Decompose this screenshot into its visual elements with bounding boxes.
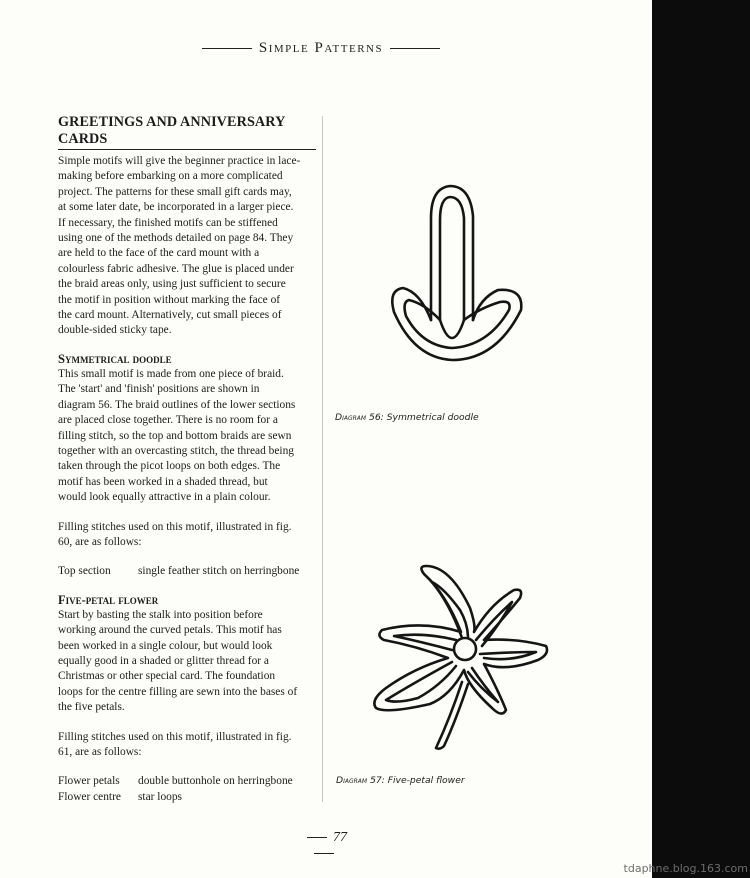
diagram-56-doodle bbox=[376, 180, 546, 380]
text-line: Start by basting the stalk into position before bbox=[58, 608, 263, 621]
text-line: would look equally attractive in a plain colour. bbox=[58, 491, 271, 504]
intro-paragraph bbox=[58, 154, 316, 339]
text-line: The 'start' and 'finish' positions are shown in bbox=[58, 383, 260, 396]
text-line: together with an overcasting stitch, the thread being bbox=[58, 444, 294, 457]
text-line: diagram 56. The braid outlines of the lower sections bbox=[58, 398, 296, 411]
text-line: the card mount. Alternatively, cut small pieces of bbox=[58, 309, 282, 322]
text-line: taken through the picot loops on both edges. The bbox=[58, 460, 281, 473]
stitch-row bbox=[58, 564, 316, 579]
caption-text: Five-petal flower bbox=[387, 775, 465, 786]
text-line: are held to the face of the card mount with a bbox=[58, 247, 260, 260]
stitch-part: Flower petals bbox=[58, 775, 120, 788]
diagram-57-flower bbox=[366, 560, 556, 760]
text-line: filling stitch, so the top and bottom braids are sewn bbox=[58, 429, 292, 442]
text-line: colourless fabric adhesive. The glue is placed under bbox=[58, 262, 294, 275]
text-line: making before embarking on a more complicated bbox=[58, 170, 283, 183]
diagram-label: Diagram 56: bbox=[335, 412, 384, 423]
text-line: This small motif is made from one piece of braid. bbox=[58, 367, 284, 380]
text-line: loops for the centre filling are sewn into the bases of bbox=[58, 685, 298, 698]
text-line: Christmas or other special card. The foundation bbox=[58, 670, 276, 683]
text-line: project. The patterns for these small gift cards may, bbox=[58, 185, 292, 198]
stitch-name: star loops bbox=[138, 790, 182, 803]
running-header bbox=[190, 40, 452, 57]
doodle-paragraph bbox=[58, 367, 316, 506]
stitch-name: single feather stitch on herringbone bbox=[138, 565, 300, 578]
diagram-56-caption bbox=[335, 412, 479, 423]
watermark: tdaphne.blog.163.com bbox=[623, 862, 748, 875]
text-line: If necessary, the finished motifs can be stiffened bbox=[58, 216, 278, 229]
stitch-row bbox=[58, 790, 316, 805]
column-divider bbox=[322, 116, 323, 802]
text-line: been worked in a single colour, but would look bbox=[58, 639, 273, 652]
stitch-row bbox=[58, 774, 316, 789]
footer-dash-left bbox=[307, 837, 327, 838]
stitch-name: double buttonhole on herringbone bbox=[138, 775, 293, 788]
text-line: Filling stitches used on this motif, illustrated in fig. bbox=[58, 520, 292, 533]
text-line: Simple motifs will give the beginner practice in lace- bbox=[58, 155, 301, 167]
header-rule-right bbox=[390, 48, 440, 49]
text-line: are placed close together. There is no room for a bbox=[58, 414, 278, 427]
footer-dash-right bbox=[314, 853, 334, 854]
text-line: the motif in position without marking the face of bbox=[58, 293, 281, 306]
text-line: equally good in a shaded or glitter thread for a bbox=[58, 654, 269, 667]
text-line: 61, are as follows: bbox=[58, 746, 142, 758]
text-column bbox=[58, 114, 316, 805]
page-number-footer bbox=[287, 830, 361, 862]
text-line: motif has been worked in a shaded thread, but bbox=[58, 475, 268, 488]
doodle-filling-intro bbox=[58, 520, 316, 551]
page-edge-shadow bbox=[652, 0, 750, 878]
text-line: the braid areas only, using just sufficient to secure bbox=[58, 278, 286, 291]
page-number: 77 bbox=[333, 830, 347, 845]
text-line: the five petals. bbox=[58, 701, 125, 714]
flower-paragraph bbox=[58, 608, 316, 716]
diagram-label: Diagram 57: bbox=[336, 775, 385, 786]
doodle-heading: Symmetrical doodle bbox=[58, 351, 172, 366]
text-line: 60, are as follows: bbox=[58, 535, 142, 548]
stitch-part: Flower centre bbox=[58, 790, 121, 803]
text-line: double-sided sticky tape. bbox=[58, 324, 172, 337]
running-title: Simple Patterns bbox=[258, 40, 384, 56]
section-title: GREETINGS AND ANNIVERSARY CARDS bbox=[58, 114, 316, 150]
header-rule-left bbox=[202, 48, 252, 49]
text-line: Filling stitches used on this motif, illustrated in fig. bbox=[58, 730, 292, 743]
text-line: working around the curved petals. This motif has bbox=[58, 624, 282, 637]
caption-text: Symmetrical doodle bbox=[386, 412, 479, 423]
diagram-57-caption bbox=[336, 775, 465, 786]
text-line: using one of the methods detailed on page 84. They bbox=[58, 232, 294, 245]
flower-filling-intro bbox=[58, 730, 316, 761]
stitch-part: Top section bbox=[58, 565, 111, 578]
flower-heading: Five-petal flower bbox=[58, 592, 159, 607]
text-line: at some later date, be incorporated in a larger piece. bbox=[58, 201, 294, 214]
